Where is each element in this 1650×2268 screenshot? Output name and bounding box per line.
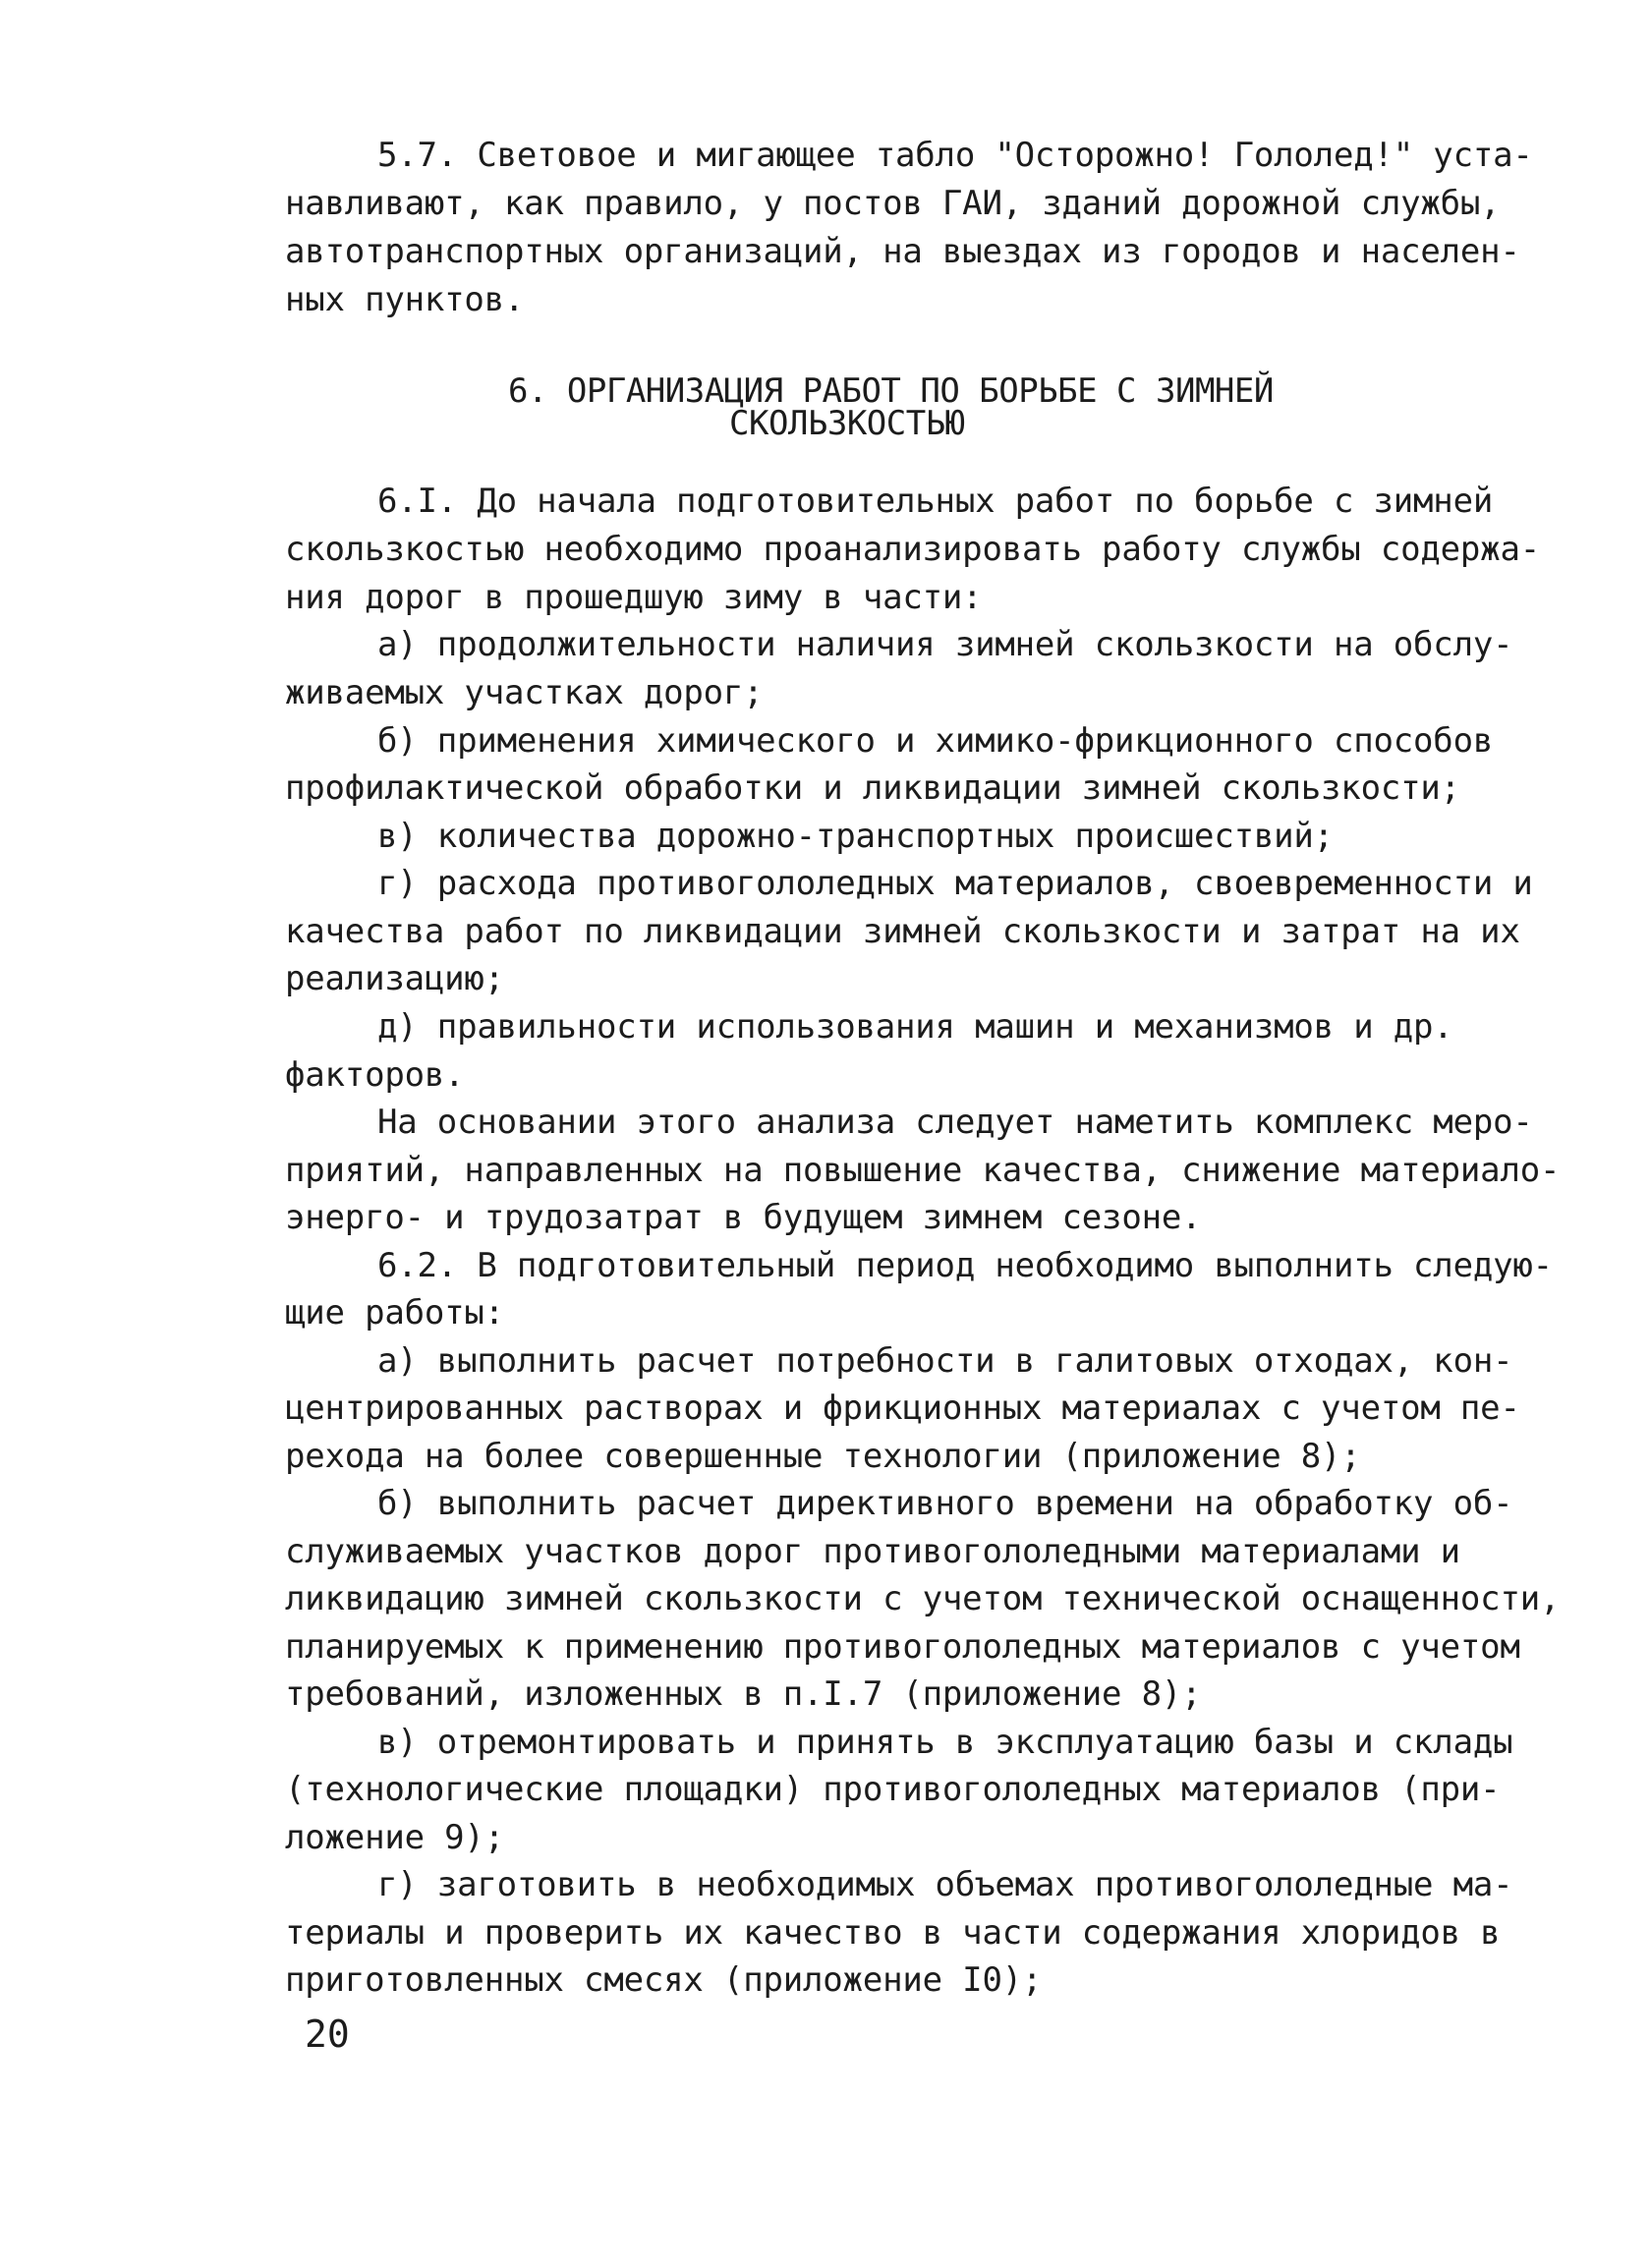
text-line: живаемых участках дорог; — [285, 673, 764, 712]
text-line: энерго- и трудозатрат в будущем зимнем сезоне. — [285, 1198, 1202, 1237]
text-line: г) расхода противогололедных материалов, своевременности и — [377, 864, 1533, 903]
text-line: приготовленных смесях (приложение I0); — [285, 1960, 1043, 2000]
heading-line: 6. ОРГАНИЗАЦИЯ РАБОТ ПО БОРЬБЕ С ЗИМНЕЙ — [508, 371, 1274, 411]
text-line: ния дорог в прошедшую зиму в части: — [285, 578, 983, 617]
text-line: ликвидацию зимней скользкости с учетом технической оснащенности, — [285, 1579, 1561, 1618]
text-line: ных пунктов. — [285, 280, 525, 319]
text-line: ложение 9); — [285, 1818, 504, 1857]
text-line: в) отремонтировать и принять в эксплуатацию базы и склады — [377, 1723, 1513, 1762]
text-line: в) количества дорожно-транспортных происшествий; — [377, 817, 1334, 856]
text-line: реализацию; — [285, 959, 504, 998]
page-number: 20 — [305, 2013, 350, 2056]
text-line: автотранспортных организаций, на выездах из городов и населен- — [285, 232, 1520, 271]
text-line: д) правильности использования машин и механизмов и др. — [377, 1007, 1453, 1047]
text-line: 5.7. Световое и мигающее табло "Осторожно! Гололед!" уста- — [377, 136, 1533, 175]
text-line: 6.I. До начала подготовительных работ по борьбе с зимней — [377, 482, 1494, 521]
text-line: б) применения химического и химико-фрикционного способов — [377, 721, 1494, 761]
text-line: а) выполнить расчет потребности в галитовых отходах, кон- — [377, 1341, 1513, 1381]
text-line: скользкостью необходимо проанализировать работу службы содержа- — [285, 530, 1540, 569]
text-line: служиваемых участков дорог противогололедными материалами и — [285, 1532, 1460, 1571]
text-line: центрированных растворах и фрикционных материалах с учетом пе- — [285, 1389, 1520, 1428]
text-line: рехода на более совершенные технологии (приложение 8); — [285, 1437, 1361, 1476]
text-line: качества работ по ликвидации зимней скользкости и затрат на их — [285, 912, 1520, 951]
text-line: На основании этого анализа следует наметить комплекс меро- — [377, 1103, 1533, 1142]
text-line: профилактической обработки и ликвидации зимней скользкости; — [285, 768, 1460, 808]
text-line: приятий, направленных на повышение качества, снижение материало- — [285, 1151, 1561, 1190]
text-line: териалы и проверить их качество в части содержания хлоридов в — [285, 1913, 1501, 1953]
text-line: факторов. — [285, 1055, 465, 1095]
text-line: планируемых к применению противогололедных материалов с учетом — [285, 1627, 1520, 1667]
text-line: 6.2. В подготовительный период необходимо выполнить следую- — [377, 1246, 1553, 1285]
text-line: навливают, как правило, у постов ГАИ, зданий дорожной службы, — [285, 184, 1501, 223]
heading-line: СКОЛЬЗКОСТЬЮ — [729, 404, 965, 443]
text-line: а) продолжительности наличия зимней скользкости на обслу- — [377, 625, 1513, 664]
text-line: (технологические площадки) противогололедных материалов (при- — [285, 1770, 1501, 1809]
text-line: щие работы: — [285, 1293, 504, 1332]
text-line: г) заготовить в необходимых объемах противогололедные ма- — [377, 1865, 1513, 1904]
text-line: требований, изложенных в п.I.7 (приложение 8); — [285, 1674, 1202, 1714]
text-line: б) выполнить расчет директивного времени на обработку об- — [377, 1484, 1513, 1523]
